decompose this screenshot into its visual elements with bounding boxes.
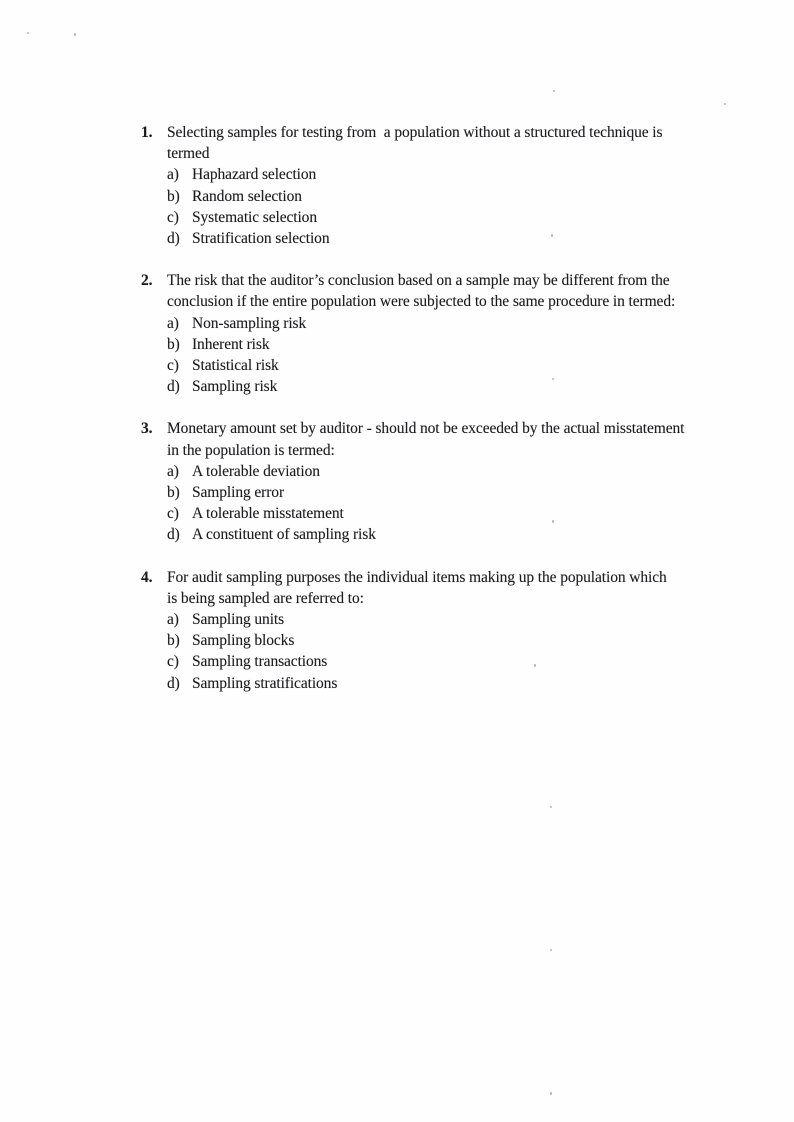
option-letter: d) [167, 378, 180, 396]
option-c [167, 207, 707, 228]
option-letter: d) [167, 230, 180, 248]
scan-speck [724, 103, 726, 105]
scan-speck [553, 90, 555, 92]
scan-speck [27, 32, 29, 34]
option-text: Sampling blocks [192, 632, 295, 650]
scan-speck [550, 949, 552, 951]
question-2 [141, 270, 707, 397]
option-c [167, 503, 707, 524]
scan-speck [550, 1092, 552, 1095]
option-b [167, 334, 707, 355]
option-text: Sampling stratifications [192, 674, 338, 692]
option-letter: c) [167, 208, 179, 226]
option-letter: c) [167, 505, 179, 523]
option-b [167, 186, 707, 207]
scan-speck [74, 33, 76, 36]
option-text: Sampling error [192, 484, 285, 502]
option-text: Sampling units [192, 611, 285, 629]
option-text: Statistical risk [192, 357, 279, 375]
option-text: Random selection [192, 187, 302, 205]
question-text-line: The risk that the auditor’s conclusion based on a sample may be different from the [167, 272, 670, 290]
option-letter: b) [167, 335, 180, 353]
option-a [167, 609, 707, 630]
option-letter: b) [167, 187, 180, 205]
option-c [167, 355, 707, 376]
question-number: 2. [141, 272, 153, 290]
question-number: 4. [141, 568, 153, 586]
option-d [167, 673, 707, 694]
question-3 [141, 418, 707, 545]
question-1 [141, 122, 707, 249]
option-text: Haphazard selection [192, 166, 317, 184]
option-letter: d) [167, 674, 180, 692]
option-text: A tolerable misstatement [192, 505, 344, 523]
option-letter: d) [167, 526, 180, 544]
scan-speck [550, 806, 552, 808]
question-number: 1. [141, 124, 153, 141]
scan-speck [552, 520, 554, 523]
option-letter: b) [167, 632, 180, 650]
question-text-line: For audit sampling purposes the individual items making up the population which [167, 568, 667, 586]
question-text-line: conclusion if the entire population were subjected to the same procedure in termed: [167, 293, 676, 311]
option-a [167, 164, 707, 185]
option-d [167, 228, 707, 249]
option-letter: a) [167, 611, 179, 629]
option-text: Sampling risk [192, 378, 278, 396]
option-a [167, 461, 707, 482]
question-text-line: termed [167, 145, 210, 163]
question-list [141, 122, 707, 715]
option-b [167, 630, 707, 651]
option-letter: c) [167, 357, 179, 375]
option-d [167, 376, 707, 397]
option-text: A tolerable deviation [192, 462, 320, 480]
question-body [167, 418, 707, 545]
option-a [167, 313, 707, 334]
question-body [167, 122, 707, 249]
option-text: Inherent risk [192, 335, 270, 353]
option-text: A constituent of sampling risk [192, 526, 376, 544]
question-text-line: Selecting samples for testing from a population without a structured technique is [167, 124, 663, 141]
option-text: Non-sampling risk [192, 314, 307, 332]
question-4 [141, 567, 707, 694]
option-text: Systematic selection [192, 208, 317, 226]
option-letter: a) [167, 166, 179, 184]
option-d [167, 524, 707, 545]
option-letter: b) [167, 484, 180, 502]
scan-speck [552, 378, 554, 380]
question-body [167, 567, 707, 694]
option-text: Stratification selection [192, 230, 330, 248]
question-text-line: is being sampled are referred to: [167, 589, 364, 607]
question-text-line: Monetary amount set by auditor - should not be exceeded by the actual misstatement [167, 420, 685, 438]
option-letter: a) [167, 462, 179, 480]
scan-speck [551, 234, 553, 237]
question-body [167, 270, 707, 397]
question-text-line: in the population is termed: [167, 441, 335, 459]
scan-speck [534, 664, 536, 667]
option-b [167, 482, 707, 503]
question-number: 3. [141, 420, 153, 438]
option-letter: a) [167, 314, 179, 332]
option-letter: c) [167, 653, 179, 671]
option-c [167, 651, 707, 672]
option-text: Sampling transactions [192, 653, 328, 671]
